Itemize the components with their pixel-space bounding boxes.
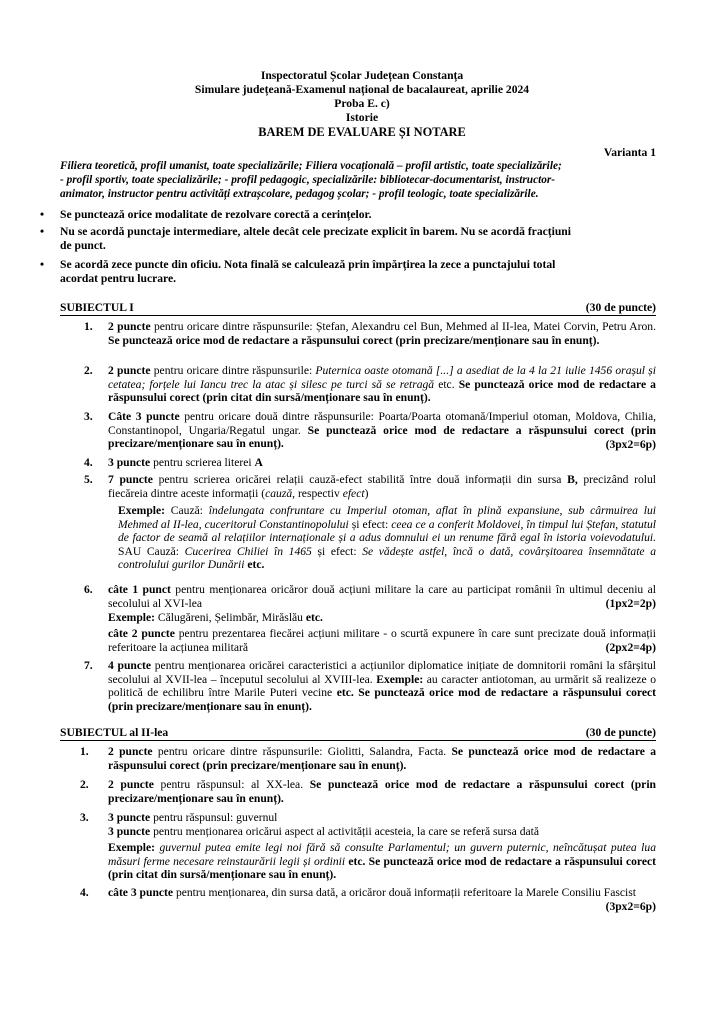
bullet-icon: • [40,225,45,238]
rule-1: Se punctează orice modalitate de rezolvare corectă a cerințelor. [60,208,372,221]
s2-item-4-points: (3px2=6p) [556,900,656,914]
filiera-line-3: animator, instructor pentru activități extrașcolare, pedagog școlar; - profil teologic, toate specializările. [60,188,539,200]
s1-item-6-points-2: (2px2=4p) [556,641,656,655]
item-number: 2. [84,364,93,377]
document-title: BAREM DE EVALUARE ȘI NOTARE [258,125,466,139]
rule-3-line-2: acordat pentru lucrare. [60,272,177,285]
subject-1-header [60,301,656,316]
s1-item-2: 2 puncte pentru oricare dintre răspunsurile: Puternica oaste otomană [...] a asediat de la 4 la 21 iulie 1456 orașul și cetatea; forțele lui Iancu trec la atac și silesc pe turci să se retragă etc. Se punctează orice mod de redactare a răspunsului corect (prin citat din sursă/menționare sau în enunț). [108,364,656,405]
s2-item-1: 2 puncte pentru oricare dintre răspunsurile: Giolitti, Salandra, Facta. Se punctează orice mod de redactare a răspunsului corect (prin precizare/menționare sau în enunț). [108,745,656,772]
variant-label: Varianta 1 [603,146,656,159]
s2-item-4: câte 3 puncte pentru menționarea, din sursa dată, a oricăror două informații referitoare la Marele Consiliu Fascist [108,886,636,899]
item-number: 3. [84,410,93,423]
exam-subject: Istorie [345,111,379,124]
subject-2-points: (30 de puncte) [585,726,656,739]
rule-3-line-1: Se acordă zece puncte din oficiu. Nota finală se calculează prin împărțirea la zece a punctajului total [60,258,556,271]
filiera-line-2: - profil sportiv, toate specializările; - profil pedagogic, specializările: bibliotecar-documentarist, instructor- [60,174,556,186]
s1-item-3-points: (3px2=6p) [556,438,656,452]
item-number: 5. [84,473,93,486]
subject-2-header [60,726,656,741]
s1-item-6: câte 1 punct pentru menționarea oricăror două acțiuni militare la care au participat românii în ultimul deceniu al secolului al XVI-lea [108,583,656,610]
exam-title: Simulare județeană-Examenul național de bacalaureat, aprilie 2024 [194,83,530,96]
item-number: 4. [80,886,89,899]
bullet-icon: • [40,258,45,271]
s1-item-6-points-1: (1px2=2p) [556,597,656,611]
s1-item-6-examples: Exemple: Călugăreni, Șelimbăr, Mirăslău etc. [108,611,323,624]
item-number: 6. [84,583,93,596]
item-number: 3. [80,811,89,824]
item-number: 1. [80,745,89,758]
s1-item-7: 4 puncte pentru menționarea oricărei caracteristici a acțiunilor diplomatice inițiate de domnitorii români la sfârșitul secolului al XVII-lea – începutul secolului al XVIII-lea. Exemple: au caracter antiotoman, au urmărit să realizeze o politică de echilibru între Marile Puteri vecine etc. Se punctează orice mod de redactare a răspunsului corect (prin precizare/menționare sau în enunț). [108,659,656,713]
s1-item-4: 3 puncte pentru scrierea literei A [108,456,263,469]
subject-1-title: SUBIECTUL I [60,301,134,314]
s2-item-3: 3 puncte pentru răspunsul: guvernul [108,811,278,824]
s2-item-3-examples: Exemple: guvernul putea emite legi noi fără să consulte Parlamentul; un guvern puternic, neîncătușat putea lua măsuri ferme necesare reinstaurării legii și ordinii etc. Se punctează orice mod de redactare a răspunsului corect (prin citat din sursă/menționare sau în enunț). [108,841,656,882]
bullet-icon: • [40,208,45,221]
rule-2-line-1: Nu se acordă punctaje intermediare, altele decât cele precizate explicit în barem. Nu se acordă fracțiuni [60,225,571,238]
subject-2-title: SUBIECTUL al II-lea [60,726,169,739]
s1-item-5-examples: Exemple: Cauză: îndelungata confruntare cu Imperiul otoman, aflat în plină expansiune, sub cârmuirea lui Mehmed al II-lea, cuceritorul Constantinopolului și efect: ceea ce a conferit Moldovei, în timpul lui Ștefan, statutul de factor de seamă al relațiilor internaționale și a adus domnului ei un renume fără egal în istoria voievodatului. SAU Cauză: Cucerirea Chiliei în 1465 și efect: Se vădește astfel, încă o dată, covârșitoarea însemnătate a controlului gurilor Dunării etc. [118,504,656,572]
item-number: 1. [84,320,93,333]
s2-item-3-part-2: 3 puncte pentru menționarea oricărui aspect al activității acesteia, la care se referă sursa dată [108,825,540,838]
item-number: 7. [84,659,93,672]
exam-proba: Proba E. c) [334,97,390,110]
s2-item-2: 2 puncte pentru răspunsul: al XX-lea. Se punctează orice mod de redactare a răspunsului corect (prin precizare/menționare sau în enunț). [108,778,656,805]
item-number: 4. [84,456,93,469]
s1-item-5: 7 puncte pentru scrierea oricărei relații cauză-efect stabilită între două informații din sursa B, precizând rolul fiecăreia dintre aceste informații (cauză, respectiv efect) [108,473,656,500]
inspectorate-title: Inspectoratul Școlar Județean Constanța [260,69,464,82]
subject-1-points: (30 de puncte) [585,301,656,314]
filiera-line-1: Filiera teoretică, profil umanist, toate specializările; Filiera vocațională – profil artistic, toate specializările; [60,160,562,172]
item-number: 2. [80,778,89,791]
s1-item-6-part-2: câte 2 puncte pentru prezentarea fiecărei acțiuni militare - o scurtă expunere în care sunt precizate două informații referitoare la acțiunea militară [108,627,656,654]
s1-item-3: Câte 3 puncte pentru oricare două dintre răspunsurile: Poarta/Poarta otomană/Imperiul otoman, Moldova, Chilia, Constantinopol, Ungaria/Regatul ungar. Se punctează orice mod de redactare a răspunsului corect (prin precizare/menționare sau în enunț). [108,410,656,451]
s1-item-1: 2 puncte pentru oricare dintre răspunsurile: Ștefan, Alexandru cel Bun, Mehmed al II-lea, Matei Corvin, Petru Aron. Se punctează orice mod de redactare a răspunsului corect (prin precizare/menționare sau în enunț). [108,320,656,347]
rule-2-line-2: de punct. [60,239,106,252]
